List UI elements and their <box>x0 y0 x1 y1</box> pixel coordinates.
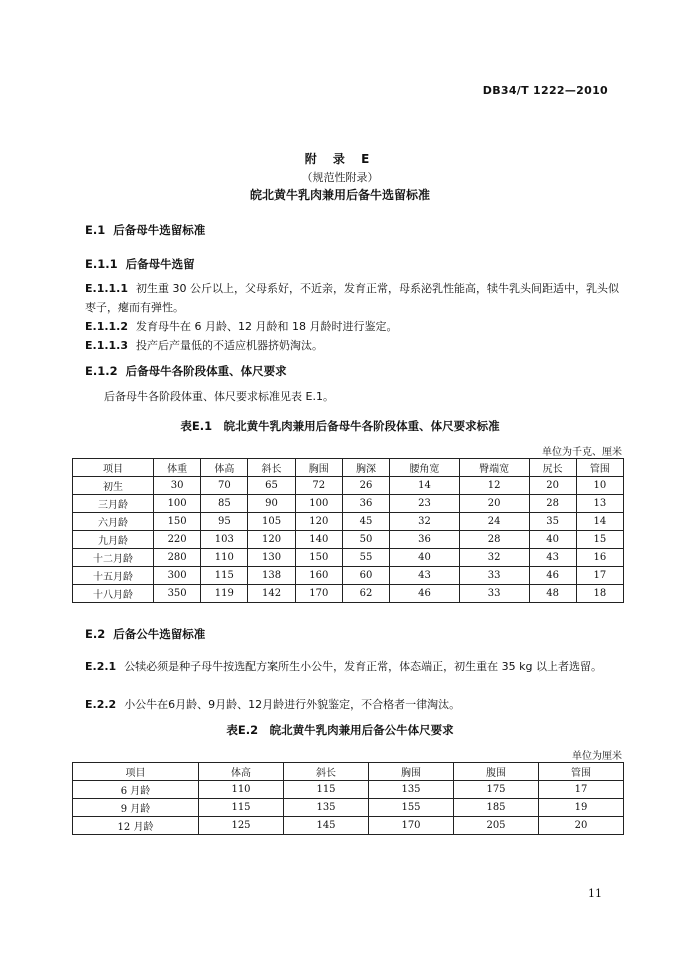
table-header-cell: 体重 <box>154 459 201 477</box>
table-cell: 170 <box>369 817 454 835</box>
section-number: E.1.1 <box>85 257 118 271</box>
table-cell: 20 <box>529 477 576 495</box>
document-code: DB34/T 1222—2010 <box>482 84 608 97</box>
table-cell: 33 <box>459 585 529 603</box>
table-header-cell: 胸围 <box>369 763 454 781</box>
table-cell: 138 <box>248 567 295 585</box>
table-header-cell: 管围 <box>576 459 623 477</box>
table-cell: 18 <box>576 585 623 603</box>
table-cell: 60 <box>342 567 389 585</box>
table-cell: 105 <box>248 513 295 531</box>
table-cell: 10 <box>576 477 623 495</box>
table-male-standards <box>72 762 624 835</box>
table-header-cell: 腰角宽 <box>390 459 460 477</box>
table-cell: 85 <box>201 495 248 513</box>
table-cell: 43 <box>529 549 576 567</box>
row-label-cell: 六月龄 <box>73 513 154 531</box>
table-cell: 170 <box>295 585 342 603</box>
table-cell: 32 <box>459 549 529 567</box>
row-label-cell: 十八月龄 <box>73 585 154 603</box>
table-cell: 115 <box>284 781 369 799</box>
clause-e113 <box>85 336 625 355</box>
table-cell: 350 <box>154 585 201 603</box>
row-label-cell: 12 月龄 <box>73 817 199 835</box>
table-header-cell: 项目 <box>73 459 154 477</box>
clause-text: 公犊必须是种子母牛按选配方案所生小公牛，发育正常，体态端正，初生重在 35 kg 以上者选留。 <box>124 660 603 673</box>
table-header-row <box>73 459 624 477</box>
clause-text: 投产后产量低的不适应机器挤奶淘汰。 <box>136 339 324 352</box>
table-cell: 26 <box>342 477 389 495</box>
section-title: 后备母牛各阶段体重、体尺要求 <box>125 364 287 378</box>
table1-caption: 表E.1 皖北黄牛乳肉兼用后备母牛各阶段体重、体尺要求标准 <box>180 419 500 433</box>
table-cell: 20 <box>459 495 529 513</box>
table-cell: 120 <box>295 513 342 531</box>
table-cell: 135 <box>284 799 369 817</box>
section-e1-heading <box>85 222 205 238</box>
table-cell: 33 <box>459 567 529 585</box>
table-row <box>73 495 624 513</box>
row-label-cell: 十五月龄 <box>73 567 154 585</box>
row-label-cell: 三月龄 <box>73 495 154 513</box>
table-cell: 20 <box>539 817 624 835</box>
table-cell: 55 <box>342 549 389 567</box>
section-e11-heading <box>85 256 195 272</box>
table-cell: 175 <box>454 781 539 799</box>
table2-caption: 表E.2 皖北黄牛乳肉兼用后备公牛体尺要求 <box>226 723 454 737</box>
table-cell: 103 <box>201 531 248 549</box>
row-label-cell: 十二月龄 <box>73 549 154 567</box>
table-header-cell: 尻长 <box>529 459 576 477</box>
table-header-cell: 项目 <box>73 763 199 781</box>
section-e2-heading <box>85 626 205 642</box>
clause-text: 初生重 30 公斤以上，父母系好，不近亲，发育正常，母系泌乳性能高，犊牛乳头间距适中，乳头似枣子，瘪而有弹性。 <box>85 282 620 314</box>
table-row <box>73 585 624 603</box>
table2-unit: 单位为厘米 <box>572 751 622 762</box>
table-cell: 125 <box>199 817 284 835</box>
table-cell: 90 <box>248 495 295 513</box>
table-cell: 28 <box>529 495 576 513</box>
table-header-cell: 体高 <box>201 459 248 477</box>
table-cell: 48 <box>529 585 576 603</box>
table-cell: 12 <box>459 477 529 495</box>
table-cell: 43 <box>390 567 460 585</box>
section-e12-heading <box>85 363 287 379</box>
row-label-cell: 9 月龄 <box>73 799 199 817</box>
table-row <box>73 477 624 495</box>
table-cell: 72 <box>295 477 342 495</box>
table-cell: 160 <box>295 567 342 585</box>
table-cell: 155 <box>369 799 454 817</box>
table-cell: 23 <box>390 495 460 513</box>
table-cell: 46 <box>390 585 460 603</box>
table-header-row <box>73 763 624 781</box>
table-cell: 30 <box>154 477 201 495</box>
table-header-cell: 斜长 <box>248 459 295 477</box>
table-cell: 205 <box>454 817 539 835</box>
table-cell: 220 <box>154 531 201 549</box>
table-cell: 36 <box>342 495 389 513</box>
table-header-cell: 管围 <box>539 763 624 781</box>
clause-e112 <box>85 317 625 336</box>
table-cell: 19 <box>539 799 624 817</box>
table-cell: 14 <box>390 477 460 495</box>
table1-reference-text: 后备母牛各阶段体重、体尺要求标准见表 E.1。 <box>104 390 334 403</box>
table-cell: 62 <box>342 585 389 603</box>
table-cell: 130 <box>248 549 295 567</box>
section-number: E.1.2 <box>85 364 118 378</box>
clause-text: 发育母牛在 6 月龄、12 月龄和 18 月龄时进行鉴定。 <box>136 320 398 333</box>
table-header-cell: 腹围 <box>454 763 539 781</box>
table-cell: 119 <box>201 585 248 603</box>
section-title: 后备母牛选留 <box>125 257 195 271</box>
table-header-cell: 斜长 <box>284 763 369 781</box>
table-cell: 115 <box>199 799 284 817</box>
table-female-standards <box>72 458 624 603</box>
table-cell: 115 <box>201 567 248 585</box>
table-cell: 36 <box>390 531 460 549</box>
clause-e21 <box>85 657 625 676</box>
table-cell: 120 <box>248 531 295 549</box>
table-cell: 110 <box>199 781 284 799</box>
clause-number: E.1.1.2 <box>85 320 129 333</box>
table-cell: 150 <box>295 549 342 567</box>
section-title: 后备母牛选留标准 <box>113 223 206 237</box>
table-cell: 35 <box>529 513 576 531</box>
table-cell: 17 <box>539 781 624 799</box>
table-row <box>73 817 624 835</box>
clause-number: E.2.1 <box>85 660 117 673</box>
appendix-title: 皖北黄牛乳肉兼用后备牛选留标准 <box>249 188 430 202</box>
table-row <box>73 781 624 799</box>
table-row <box>73 513 624 531</box>
table-cell: 24 <box>459 513 529 531</box>
section-number: E.1 <box>85 223 106 237</box>
table-header-cell: 臀端宽 <box>459 459 529 477</box>
table-cell: 110 <box>201 549 248 567</box>
table-cell: 40 <box>390 549 460 567</box>
table-cell: 140 <box>295 531 342 549</box>
table-cell: 95 <box>201 513 248 531</box>
appendix-type: （规范性附录） <box>301 171 379 184</box>
table-cell: 185 <box>454 799 539 817</box>
clause-e111 <box>85 279 625 317</box>
section-number: E.2 <box>85 627 106 641</box>
table-cell: 145 <box>284 817 369 835</box>
clause-text: 小公牛在6月龄、9月龄、12月龄进行外貌鉴定，不合格者一律淘汰。 <box>124 698 461 711</box>
row-label-cell: 初生 <box>73 477 154 495</box>
table-cell: 17 <box>576 567 623 585</box>
table-cell: 14 <box>576 513 623 531</box>
table-cell: 280 <box>154 549 201 567</box>
table-header-cell: 胸围 <box>295 459 342 477</box>
table-cell: 46 <box>529 567 576 585</box>
clause-number: E.2.2 <box>85 698 117 711</box>
table-cell: 65 <box>248 477 295 495</box>
table1-unit: 单位为千克、厘米 <box>542 447 622 458</box>
section-title: 后备公牛选留标准 <box>113 627 206 641</box>
table-header-cell: 体高 <box>199 763 284 781</box>
table-row <box>73 567 624 585</box>
table-cell: 142 <box>248 585 295 603</box>
page-number: 11 <box>588 887 602 900</box>
row-label-cell: 6 月龄 <box>73 781 199 799</box>
clause-number: E.1.1.1 <box>85 282 129 295</box>
clause-number: E.1.1.3 <box>85 339 129 352</box>
table-cell: 50 <box>342 531 389 549</box>
table-cell: 32 <box>390 513 460 531</box>
appendix-label: 附 录 E <box>304 152 376 166</box>
table-cell: 150 <box>154 513 201 531</box>
table-row <box>73 549 624 567</box>
table-cell: 40 <box>529 531 576 549</box>
clause-e22 <box>85 695 625 714</box>
table-row <box>73 531 624 549</box>
table-cell: 100 <box>154 495 201 513</box>
table-cell: 45 <box>342 513 389 531</box>
table-cell: 70 <box>201 477 248 495</box>
table-cell: 300 <box>154 567 201 585</box>
table-cell: 13 <box>576 495 623 513</box>
table-cell: 15 <box>576 531 623 549</box>
table-cell: 16 <box>576 549 623 567</box>
table-cell: 28 <box>459 531 529 549</box>
table-row <box>73 799 624 817</box>
table-header-cell: 胸深 <box>342 459 389 477</box>
table-cell: 100 <box>295 495 342 513</box>
row-label-cell: 九月龄 <box>73 531 154 549</box>
table-cell: 135 <box>369 781 454 799</box>
